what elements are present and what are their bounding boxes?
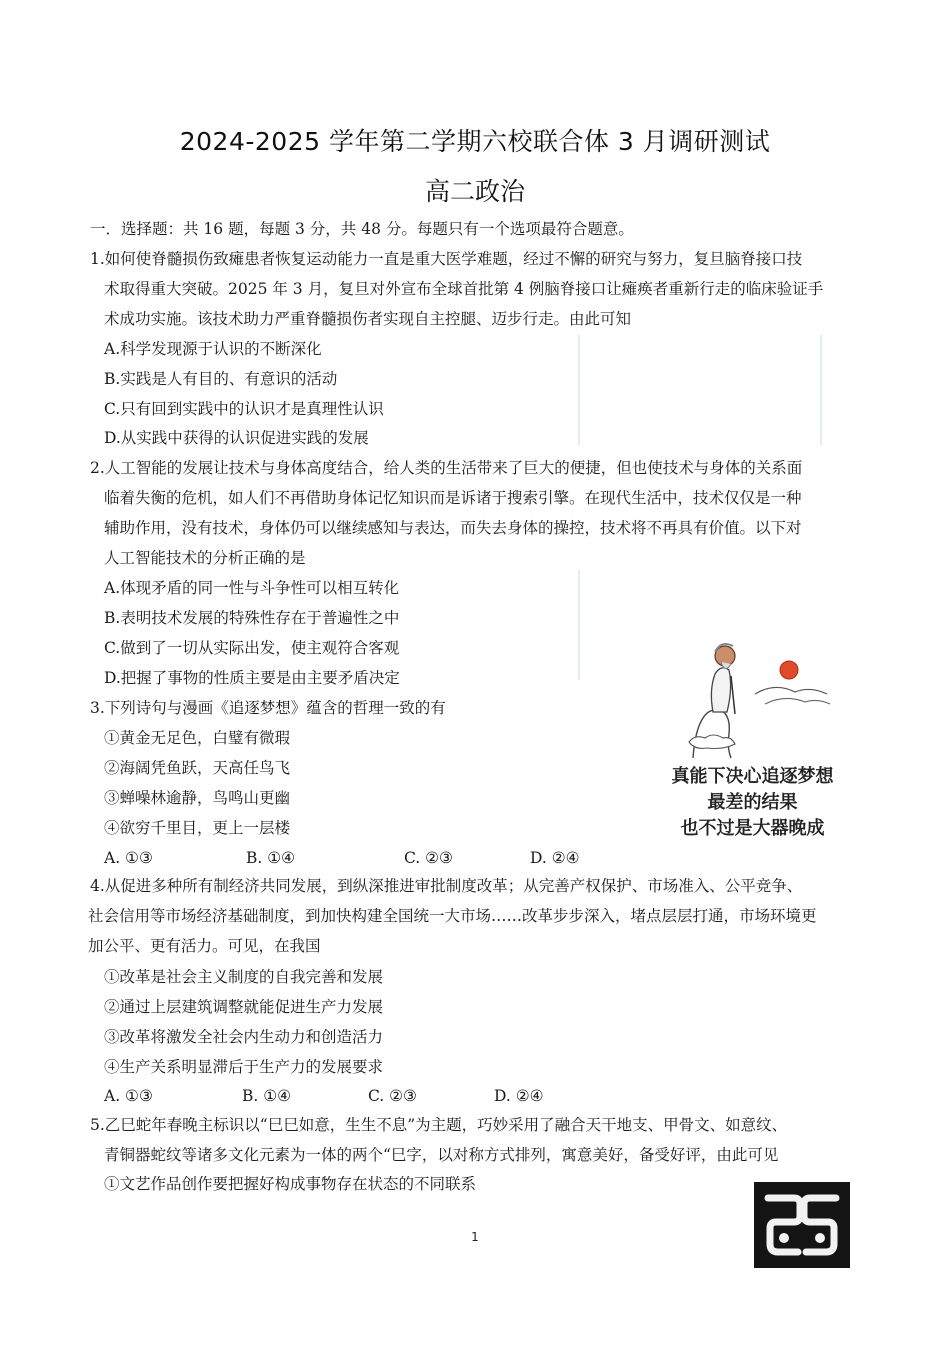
question-3-stem: 3.下列诗句与漫画《追逐梦想》蕴含的哲理一致的有 bbox=[90, 699, 446, 717]
question-4-item: ④生产关系明显滞后于生产力的发展要求 bbox=[104, 1058, 384, 1076]
question-2-line: 2.人工智能的发展让技术与身体高度结合，给人类的生活带来了巨大的便捷，但也使技术与身体的关系面 bbox=[90, 459, 803, 477]
question-4-item: ②通过上层建筑调整就能促进生产力发展 bbox=[104, 998, 384, 1016]
question-1-option-b: B.实践是人有目的、有意识的活动 bbox=[104, 370, 338, 388]
question-2-option-a: A.体现矛盾的同一性与斗争性可以相互转化 bbox=[104, 579, 400, 597]
question-4-line: 加公平、更有活力。可见，在我国 bbox=[88, 937, 321, 955]
section-heading: 一．选择题：共 16 题，每题 3 分，共 48 分。每题只有一个选项最符合题意。 bbox=[90, 220, 634, 238]
choice-a: A. ①③ bbox=[104, 1087, 153, 1105]
question-1-option-a: A.科学发现源于认识的不断深化 bbox=[104, 340, 322, 358]
question-2-line: 临着失衡的危机，如人们不再借助身体记忆知识而是诉诸于搜索引擎。在现代生活中，技术仅仅是一种 bbox=[104, 489, 802, 507]
choice-d: D. ②④ bbox=[494, 1087, 544, 1105]
page-subtitle: 高二政治 bbox=[424, 177, 525, 206]
question-4-line: 4.从促进多种所有制经济共同发展，到纵深推进审批制度改革；从完善产权保护、市场准入、公平竞争、 bbox=[90, 877, 803, 895]
scan-artifact bbox=[578, 570, 580, 680]
choice-c: C. ②③ bbox=[368, 1087, 417, 1105]
question-3-item: ①黄金无足色，白璧有微瑕 bbox=[104, 729, 291, 747]
question-2-line: 辅助作用，没有技术，身体仍可以继续感知与表达，而失去身体的操控，技术将不再具有价值。以下对 bbox=[104, 519, 802, 537]
question-4-item: ③改革将激发全社会内生动力和创造活力 bbox=[104, 1028, 384, 1046]
question-5-line: 5.乙巳蛇年春晚主标识以“巳巳如意，生生不息”为主题，巧妙采用了融合天干地支、甲骨文、如意纹、 bbox=[90, 1116, 788, 1134]
page-title: 2024-2025 学年第二学期六校联合体 3 月调研测试 bbox=[179, 127, 771, 156]
question-1-line: 1.如何使脊髓损伤致瘫患者恢复运动能力一直是重大医学难题，经过不懈的研究与努力，复旦脑脊接口技 bbox=[90, 250, 803, 268]
choice-b: B. ①④ bbox=[246, 849, 296, 867]
question-4-choices bbox=[104, 1086, 624, 1106]
question-1-line: 术取得重大突破。2025 年 3 月，复旦对外宣布全球首批第 4 例脑脊接口让瘫痪者重新行走的临床验证手 bbox=[104, 280, 824, 298]
choice-d: D. ②④ bbox=[530, 849, 580, 867]
question-3-item: ④欲穷千里目，更上一层楼 bbox=[104, 819, 291, 837]
question-2-option-b: B.表明技术发展的特殊性存在于普遍性之中 bbox=[104, 609, 400, 627]
choice-a: A. ①③ bbox=[104, 849, 153, 867]
page-number: 1 bbox=[471, 1230, 479, 1244]
gala-logo-image bbox=[754, 1182, 850, 1268]
question-3-choices bbox=[104, 848, 624, 868]
question-2-option-d: D.把握了事物的性质主要是由主要矛盾决定 bbox=[104, 669, 400, 687]
choice-c: C. ②③ bbox=[404, 849, 453, 867]
question-1-option-c: C.只有回到实践中的认识才是真理性认识 bbox=[104, 400, 384, 418]
cartoon-caption-line: 也不过是大器晚成 bbox=[680, 818, 825, 839]
cartoon-caption bbox=[665, 764, 840, 842]
question-2-option-c: C.做到了一切从实际出发，使主观符合客观 bbox=[104, 639, 400, 657]
question-4-item: ①改革是社会主义制度的自我完善和发展 bbox=[104, 968, 384, 986]
question-5-line: 青铜器蛇纹等诸多文化元素为一体的两个“巳字，以对称方式排列，寓意美好，备受好评，由此可见 bbox=[104, 1146, 779, 1164]
cartoon-chasing-dreams bbox=[665, 630, 840, 850]
question-5-line: ①文艺作品创作要把握好构成事物存在状态的不同联系 bbox=[104, 1175, 477, 1193]
question-3-item: ③蝉噪林逾静，鸟鸣山更幽 bbox=[104, 789, 291, 807]
question-2-line: 人工智能技术的分析正确的是 bbox=[104, 549, 306, 567]
double-si-logo-icon bbox=[754, 1182, 850, 1268]
choice-b: B. ①④ bbox=[242, 1087, 292, 1105]
question-1-line: 术成功实施。该技术助力严重脊髓损伤者实现自主控腿、迈步行走。由此可知 bbox=[104, 310, 632, 328]
scan-artifact bbox=[578, 335, 580, 445]
question-4-line: 社会信用等市场经济基础制度，到加快构建全国统一大市场……改革步步深入，堵点层层打通，市场环境更 bbox=[88, 907, 817, 925]
scan-artifact bbox=[820, 335, 822, 445]
question-3-item: ②海阔凭鱼跃，天高任鸟飞 bbox=[104, 759, 291, 777]
cartoon-caption-line: 真能下决心追逐梦想 bbox=[671, 766, 834, 787]
cartoon-drawing bbox=[665, 630, 840, 760]
question-1-option-d: D.从实践中获得的认识促进实践的发展 bbox=[104, 429, 369, 447]
cartoon-caption-line: 最差的结果 bbox=[707, 792, 798, 813]
